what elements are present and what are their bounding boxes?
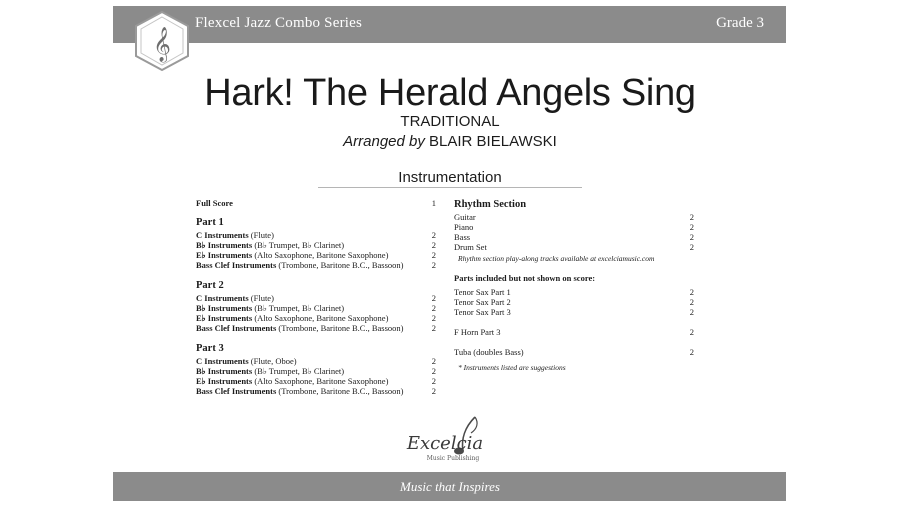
part-row: [196, 250, 436, 260]
arranger-credit: [0, 133, 900, 150]
rhythm-row: [454, 242, 694, 252]
part-row: [196, 366, 436, 376]
full-score-row: [196, 198, 436, 208]
extra-part-row: [454, 287, 694, 297]
instrument-name: B♭ Instruments: [196, 303, 253, 313]
series-name: Flexcel Jazz Combo Series: [195, 15, 363, 31]
part-count: 2: [431, 366, 436, 376]
part-row: [196, 230, 436, 240]
instrument-detail: (Alto Saxophone, Baritone Saxophone): [252, 376, 389, 386]
part-count: 2: [689, 212, 694, 222]
instrument-name: Tenor Sax Part 1: [454, 287, 511, 297]
score-title: Hark! The Herald Angels Sing: [204, 72, 696, 114]
instrument-detail: (B♭ Trumpet, B♭ Clarinet): [252, 366, 345, 376]
part-count: 2: [431, 386, 436, 396]
tagline: Music that Inspires: [400, 479, 500, 494]
part-row: [196, 313, 436, 323]
part-count: 2: [431, 230, 436, 240]
instrument-name: C Instruments: [196, 293, 249, 303]
part-count: 2: [689, 327, 694, 337]
composer-credit: TRADITIONAL: [400, 113, 500, 130]
instrument-detail: (B♭ Trumpet, B♭ Clarinet): [252, 240, 345, 250]
instrument-detail: (Trombone, Baritone B.C., Bassoon): [276, 386, 404, 396]
extra-parts-title-row: [454, 273, 694, 283]
instrument-name: C Instruments: [196, 230, 249, 240]
part-row: [196, 293, 436, 303]
grade-level: Grade 3: [716, 15, 764, 31]
part-count: 2: [431, 240, 436, 250]
instrument-detail: (Alto Saxophone, Baritone Saxophone): [252, 313, 389, 323]
instrument-name: Tenor Sax Part 2: [454, 297, 511, 307]
rhythm-row: [454, 222, 694, 232]
instrument-name: Tenor Sax Part 3: [454, 307, 511, 317]
part-2-title: Part 2: [196, 280, 224, 291]
instrument-name: E♭ Instruments: [196, 313, 253, 323]
instrument-name: B♭ Instruments: [196, 366, 253, 376]
rhythm-row: [454, 212, 694, 222]
rhythm-section-title: Rhythm Section: [454, 199, 527, 210]
extra-part-row: [454, 307, 694, 317]
part-count: 2: [689, 242, 694, 252]
instrument-name: B♭ Instruments: [196, 240, 253, 250]
instrumentation-right-column: [454, 198, 694, 373]
full-score-count: 1: [431, 198, 436, 208]
instrumentation-left-column: [196, 198, 436, 396]
instrument-name: C Instruments: [196, 356, 249, 366]
part-count: 2: [689, 222, 694, 232]
instrument-detail: (Flute): [248, 230, 274, 240]
extra-part-row: [454, 297, 694, 307]
instrumentation-heading: Instrumentation: [398, 169, 502, 186]
instrument-name: Bass Clef Instruments: [196, 386, 277, 396]
part-count: 2: [689, 287, 694, 297]
instrument-name: F Horn Part 3: [454, 327, 501, 337]
tuba-row: [454, 347, 694, 357]
part-count: 2: [689, 347, 694, 357]
excelcia-logo-icon: [405, 413, 497, 465]
extra-parts-title: Parts included but not shown on score:: [454, 273, 596, 283]
play-along-note: Rhythm section play-along tracks available at excelciamusic.com: [458, 254, 655, 263]
part-count: 2: [431, 356, 436, 366]
part-row: [196, 260, 436, 270]
instrument-name: Bass: [454, 232, 471, 242]
part-count: 2: [431, 323, 436, 333]
instrument-name: Drum Set: [454, 242, 487, 252]
part-count: 2: [431, 250, 436, 260]
svg-text:𝄞: 𝄞: [153, 27, 171, 62]
instrument-detail: (Trombone, Baritone B.C., Bassoon): [276, 260, 404, 270]
part-count: 2: [431, 260, 436, 270]
part-count: 2: [689, 307, 694, 317]
logo-wordmark: Excelcia: [406, 433, 484, 454]
instrumentation-divider: [318, 187, 582, 188]
part-count: 2: [431, 293, 436, 303]
part-count: 2: [431, 303, 436, 313]
part-row: [196, 376, 436, 386]
instrument-detail: (Trombone, Baritone B.C., Bassoon): [276, 323, 404, 333]
part-count: 2: [431, 376, 436, 386]
instrument-name: Guitar: [454, 212, 476, 222]
part-count: 2: [689, 297, 694, 307]
instrument-name: Tuba (doubles Bass): [454, 347, 524, 357]
part-row: [196, 356, 436, 366]
instrument-detail: (Flute): [248, 293, 274, 303]
suggestions-footnote: * Instruments listed are suggestions: [458, 363, 566, 372]
instrument-name: E♭ Instruments: [196, 376, 253, 386]
part-row: [196, 240, 436, 250]
part-count: 2: [689, 232, 694, 242]
part-row: [196, 323, 436, 333]
instrument-name: Piano: [454, 222, 474, 232]
instrument-detail: (B♭ Trumpet, B♭ Clarinet): [252, 303, 345, 313]
instrument-detail: (Flute, Oboe): [248, 356, 297, 366]
part-row: [196, 303, 436, 313]
arranged-by-prefix: Arranged by: [343, 133, 425, 150]
instrument-detail: (Alto Saxophone, Baritone Saxophone): [252, 250, 389, 260]
logo-subtext: Music Publishing: [426, 455, 480, 462]
full-score-label: Full Score: [196, 198, 233, 208]
rhythm-row: [454, 232, 694, 242]
horn-row: [454, 327, 694, 337]
instrument-name: Bass Clef Instruments: [196, 323, 277, 333]
part-3-title: Part 3: [196, 343, 224, 354]
flexcel-logo-icon: [133, 10, 191, 72]
instrument-name: Bass Clef Instruments: [196, 260, 277, 270]
part-count: 2: [431, 313, 436, 323]
arranger-name: BLAIR BIELAWSKI: [429, 133, 557, 150]
part-1-title: Part 1: [196, 217, 224, 228]
part-row: [196, 386, 436, 396]
instrument-name: E♭ Instruments: [196, 250, 253, 260]
